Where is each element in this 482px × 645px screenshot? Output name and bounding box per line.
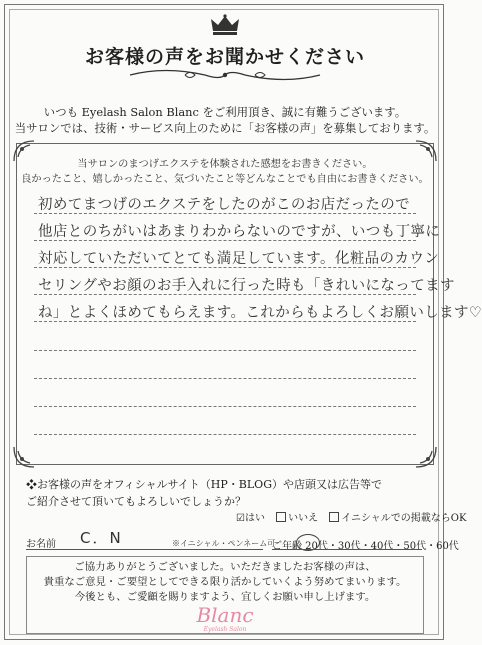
thanks-line-1: ご協力ありがとうございました。いただきましたお客様の声は、 xyxy=(74,561,376,573)
salon-logo: Blanc xyxy=(196,603,254,627)
handwritten-line-1: 初めてまつげのエクステをしたのがこのお店だったので xyxy=(38,197,411,213)
handwritten-line-2: 他店とのちがいはあまりわからないのですが、いつも丁寧に xyxy=(38,224,441,240)
crown-icon xyxy=(210,14,240,36)
ruled-line xyxy=(34,434,416,435)
name-label: お名前 xyxy=(26,539,56,550)
name-underline xyxy=(26,549,263,550)
corner-ornament-bottom-left xyxy=(12,445,36,469)
checkbox-initial[interactable] xyxy=(329,512,339,522)
option-initial-label: イニシャルでの掲載ならOK xyxy=(341,513,467,524)
age-label: ご年齢 20代・30代・40代・50代・60代 xyxy=(272,541,459,552)
handwritten-line-3: 対応していただいてとても満足しています。化粧品のカウン xyxy=(38,251,440,267)
age-underline xyxy=(272,549,422,550)
ruled-line xyxy=(34,378,416,379)
salon-logo-subtitle: Eyelash Salon xyxy=(203,626,247,633)
consent-line-2: ご紹介させて頂いてもよろしいでしょうか？ xyxy=(26,495,246,508)
option-no-label: いいえ xyxy=(288,513,319,524)
name-value[interactable]: C．N xyxy=(80,529,123,547)
option-yes[interactable]: ☑はい xyxy=(236,513,265,524)
handwritten-line-4: セリングやお顔のお手入れに行った時も「きれいになってます xyxy=(38,278,455,294)
checkbox-no[interactable] xyxy=(276,512,286,522)
thanks-line-3: 今後とも、ご愛顧を賜りますよう、宜しくお願い申し上げます。 xyxy=(74,591,376,603)
flourish-ornament xyxy=(125,68,325,82)
consent-options xyxy=(236,509,466,524)
handwritten-line-5: ね」とよくほめてもらえます。これからもよろしくお願いします♡ xyxy=(38,305,482,321)
consent-line-1: ❖お客様の声をオフィシャルサイト（HP・BLOG）や店頭又は広告等で xyxy=(26,478,382,491)
ruled-line xyxy=(34,350,416,351)
intro-line-1: いつも Eyelash Salon Blanc をご利用頂き、誠に有難うございます。 xyxy=(43,105,407,119)
name-note: ※イニシャル・ペンネーム可 xyxy=(172,539,276,548)
intro-line-2: 当サロンでは、技術・サービス向上のために「お客様の声」を募集しております。 xyxy=(14,121,436,135)
corner-ornament-bottom-right xyxy=(414,445,438,469)
ruled-line xyxy=(34,406,416,407)
thanks-line-2: 貴重なご意見・ご要望としてできる限り活かしていくよう努めてまいります。 xyxy=(43,576,407,588)
box-heading-line-1: 当サロンのまつげエクステを体験された感想をお書きください。 xyxy=(77,159,373,170)
page-title: お客様の声をお聞かせください xyxy=(84,46,365,68)
box-heading-line-2: 良かったこと、嬉しかったこと、気づいたこと等どんなことでも自由にお書きください。 xyxy=(21,174,429,185)
